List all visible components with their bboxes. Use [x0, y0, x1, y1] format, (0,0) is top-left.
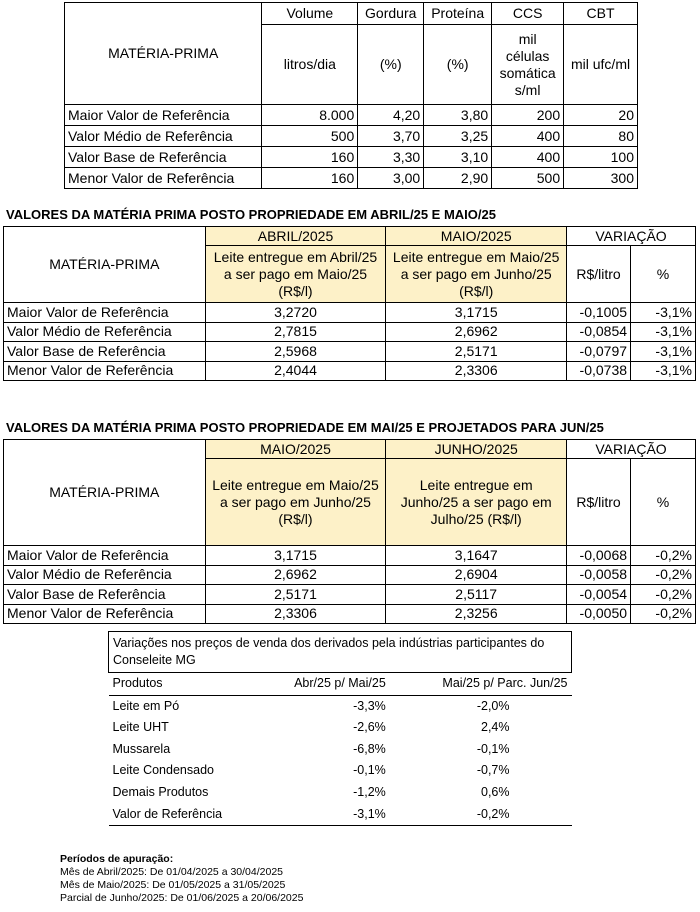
cell: -3,1% — [631, 342, 696, 362]
cell: 400 — [492, 147, 564, 168]
cell: -0,0058 — [567, 565, 631, 585]
row-label: Valor Base de Referência — [4, 342, 206, 362]
cell: -0,1% — [353, 763, 386, 778]
cell: 500 — [262, 126, 358, 147]
cell: 500 — [492, 168, 564, 189]
table-row — [4, 546, 696, 566]
col-header: Abr/25 p/ Mai/25 — [258, 673, 408, 696]
table-row — [4, 342, 696, 362]
cell: -0,2% — [631, 604, 696, 624]
col-header: Produtos — [109, 673, 259, 696]
col-unit: litros/dia — [262, 25, 358, 105]
reference-parameters-table — [64, 2, 638, 189]
cell: 3,80 — [424, 105, 492, 126]
col-header: Volume — [262, 3, 358, 25]
variation-note: Variações nos preços de venda dos derivados pela indústrias participantes do Conseleite MG — [109, 632, 572, 673]
period-line: Mês de Abril/2025: De 01/04/2025 a 30/04/2025 — [60, 866, 284, 878]
cell: -0,7% — [476, 763, 510, 778]
row-label: Valor Médio de Referência — [4, 565, 206, 585]
cell: 2,6962 — [386, 322, 567, 342]
col-unit: mil células somática s/ml — [492, 25, 564, 105]
row-label: Maior Valor de Referência — [4, 303, 206, 323]
cell: 3,1647 — [386, 546, 567, 566]
table-row — [65, 168, 638, 189]
column-description: Leite entregue em Maio/25 a ser pago em Junho/25 (R$/l) — [205, 459, 386, 546]
cell: 2,6962 — [205, 565, 386, 585]
col-unit: mil ufc/ml — [564, 25, 638, 105]
cell: 20 — [564, 105, 638, 126]
cell: -1,2% — [353, 784, 386, 799]
row-header: MATÉRIA-PRIMA — [4, 440, 206, 546]
table-row — [4, 303, 696, 323]
cell: 3,10 — [424, 147, 492, 168]
cell: -0,2% — [631, 546, 696, 566]
table-row — [109, 760, 572, 782]
row-label: Maior Valor de Referência — [4, 546, 206, 566]
cell: 8.000 — [262, 105, 358, 126]
table-row — [109, 717, 572, 739]
column-description: Leite entregue em Maio/25 a ser pago em Junho/25 (R$/l) — [386, 246, 567, 303]
cell: 2,7815 — [205, 322, 386, 342]
column-description: Leite entregue em Abril/25 a ser pago em Maio/25 (R$/l) — [205, 246, 386, 303]
row-label: Valor Base de Referência — [4, 585, 206, 605]
cell: -3,1% — [258, 804, 408, 826]
table-row — [109, 739, 572, 761]
cell: 2,4% — [481, 720, 510, 735]
cell: -0,1% — [476, 741, 510, 756]
may-june-prices-table — [3, 439, 696, 624]
periods-title: Períodos de apuração: — [60, 853, 174, 865]
cell: 400 — [492, 126, 564, 147]
row-label: Menor Valor de Referência — [4, 604, 206, 624]
month-header: MAIO/2025 — [205, 440, 386, 459]
product-name: Leite UHT — [112, 720, 169, 735]
variation-header: VARIAÇÃO — [567, 440, 696, 459]
product-name: Leite Condensado — [112, 763, 214, 778]
cell: -2,0% — [476, 698, 510, 713]
cell: -6,8% — [353, 741, 386, 756]
col-unit: (%) — [358, 25, 424, 105]
cell: 2,5171 — [205, 585, 386, 605]
cell: 160 — [262, 147, 358, 168]
row-header: MATÉRIA-PRIMA — [65, 3, 262, 105]
cell: -0,1005 — [567, 303, 631, 323]
table-row — [109, 782, 572, 804]
variation-unit: R$/litro — [567, 459, 631, 546]
cell: -0,0050 — [567, 604, 631, 624]
row-label: Valor Base de Referência — [65, 147, 262, 168]
cell: 3,2720 — [205, 303, 386, 323]
col-header: CBT — [564, 3, 638, 25]
cell: 2,90 — [424, 168, 492, 189]
table-row — [4, 604, 696, 624]
month-header: MAIO/2025 — [386, 227, 567, 246]
cell: -0,0054 — [567, 585, 631, 605]
variation-unit: % — [631, 246, 696, 303]
cell: 2,3306 — [386, 361, 567, 381]
table-row — [4, 322, 696, 342]
month-header: JUNHO/2025 — [386, 440, 567, 459]
cell: 2,5171 — [386, 342, 567, 362]
cell: 2,6904 — [386, 565, 567, 585]
col-header: Gordura — [358, 3, 424, 25]
cell: 2,4044 — [205, 361, 386, 381]
cell: -3,1% — [631, 322, 696, 342]
section-title: VALORES DA MATÉRIA PRIMA POSTO PROPRIEDADE EM ABRIL/25 E MAIO/25 — [6, 207, 496, 222]
cell: 3,70 — [358, 126, 424, 147]
cell: -0,0797 — [567, 342, 631, 362]
table-row — [65, 126, 638, 147]
table-row — [4, 565, 696, 585]
row-header: MATÉRIA-PRIMA — [4, 227, 206, 303]
cell: 2,3256 — [386, 604, 567, 624]
cell: 2,3306 — [205, 604, 386, 624]
product-name: Leite em Pó — [112, 698, 180, 713]
cell: -0,0738 — [567, 361, 631, 381]
product-name: Demais Produtos — [112, 784, 209, 799]
row-label: Menor Valor de Referência — [65, 168, 262, 189]
product-name: Mussarela — [112, 741, 171, 756]
product-name: Valor de Referência — [109, 804, 259, 826]
section-title: VALORES DA MATÉRIA PRIMA POSTO PROPRIEDADE EM MAI/25 E PROJETADOS PARA JUN/25 — [6, 420, 604, 435]
table-row — [4, 361, 696, 381]
cell: -2,6% — [353, 720, 386, 735]
cell: 100 — [564, 147, 638, 168]
period-line: Parcial de Junho/2025: De 01/06/2025 a 20/06/2025 — [60, 892, 304, 904]
variation-unit: % — [631, 459, 696, 546]
cell: 3,25 — [424, 126, 492, 147]
cell: -3,3% — [353, 698, 386, 713]
table-row — [109, 695, 572, 717]
table-row — [109, 804, 572, 826]
cell: -0,0854 — [567, 322, 631, 342]
table-row — [65, 105, 638, 126]
cell: -3,1% — [631, 361, 696, 381]
cell: -3,1% — [631, 303, 696, 323]
col-header: Mai/25 p/ Parc. Jun/25 — [408, 673, 572, 696]
cell: 0,6% — [481, 784, 510, 799]
april-may-prices-table — [3, 226, 696, 381]
cell: -0,2% — [408, 804, 572, 826]
variation-unit: R$/litro — [567, 246, 631, 303]
table-row — [65, 147, 638, 168]
cell: -0,2% — [631, 585, 696, 605]
variation-header: VARIAÇÃO — [567, 227, 696, 246]
column-description: Leite entregue em Junho/25 a ser pago em Julho/25 (R$/l) — [386, 459, 567, 546]
cell: 2,5117 — [386, 585, 567, 605]
period-line: Mês de Maio/2025: De 01/05/2025 a 31/05/2025 — [60, 879, 286, 891]
cell: 300 — [564, 168, 638, 189]
derivatives-variation-table — [108, 631, 572, 826]
col-unit: (%) — [424, 25, 492, 105]
cell: 4,20 — [358, 105, 424, 126]
cell: 200 — [492, 105, 564, 126]
row-label: Valor Médio de Referência — [4, 322, 206, 342]
col-header: CCS — [492, 3, 564, 25]
row-label: Maior Valor de Referência — [65, 105, 262, 126]
cell: 3,30 — [358, 147, 424, 168]
cell: 3,1715 — [386, 303, 567, 323]
col-header: Proteína — [424, 3, 492, 25]
cell: -0,0068 — [567, 546, 631, 566]
cell: 80 — [564, 126, 638, 147]
cell: -0,2% — [631, 565, 696, 585]
cell: 160 — [262, 168, 358, 189]
cell: 2,5968 — [205, 342, 386, 362]
row-label: Menor Valor de Referência — [4, 361, 206, 381]
month-header: ABRIL/2025 — [205, 227, 386, 246]
table-row — [4, 585, 696, 605]
cell: 3,00 — [358, 168, 424, 189]
row-label: Valor Médio de Referência — [65, 126, 262, 147]
cell: 3,1715 — [205, 546, 386, 566]
